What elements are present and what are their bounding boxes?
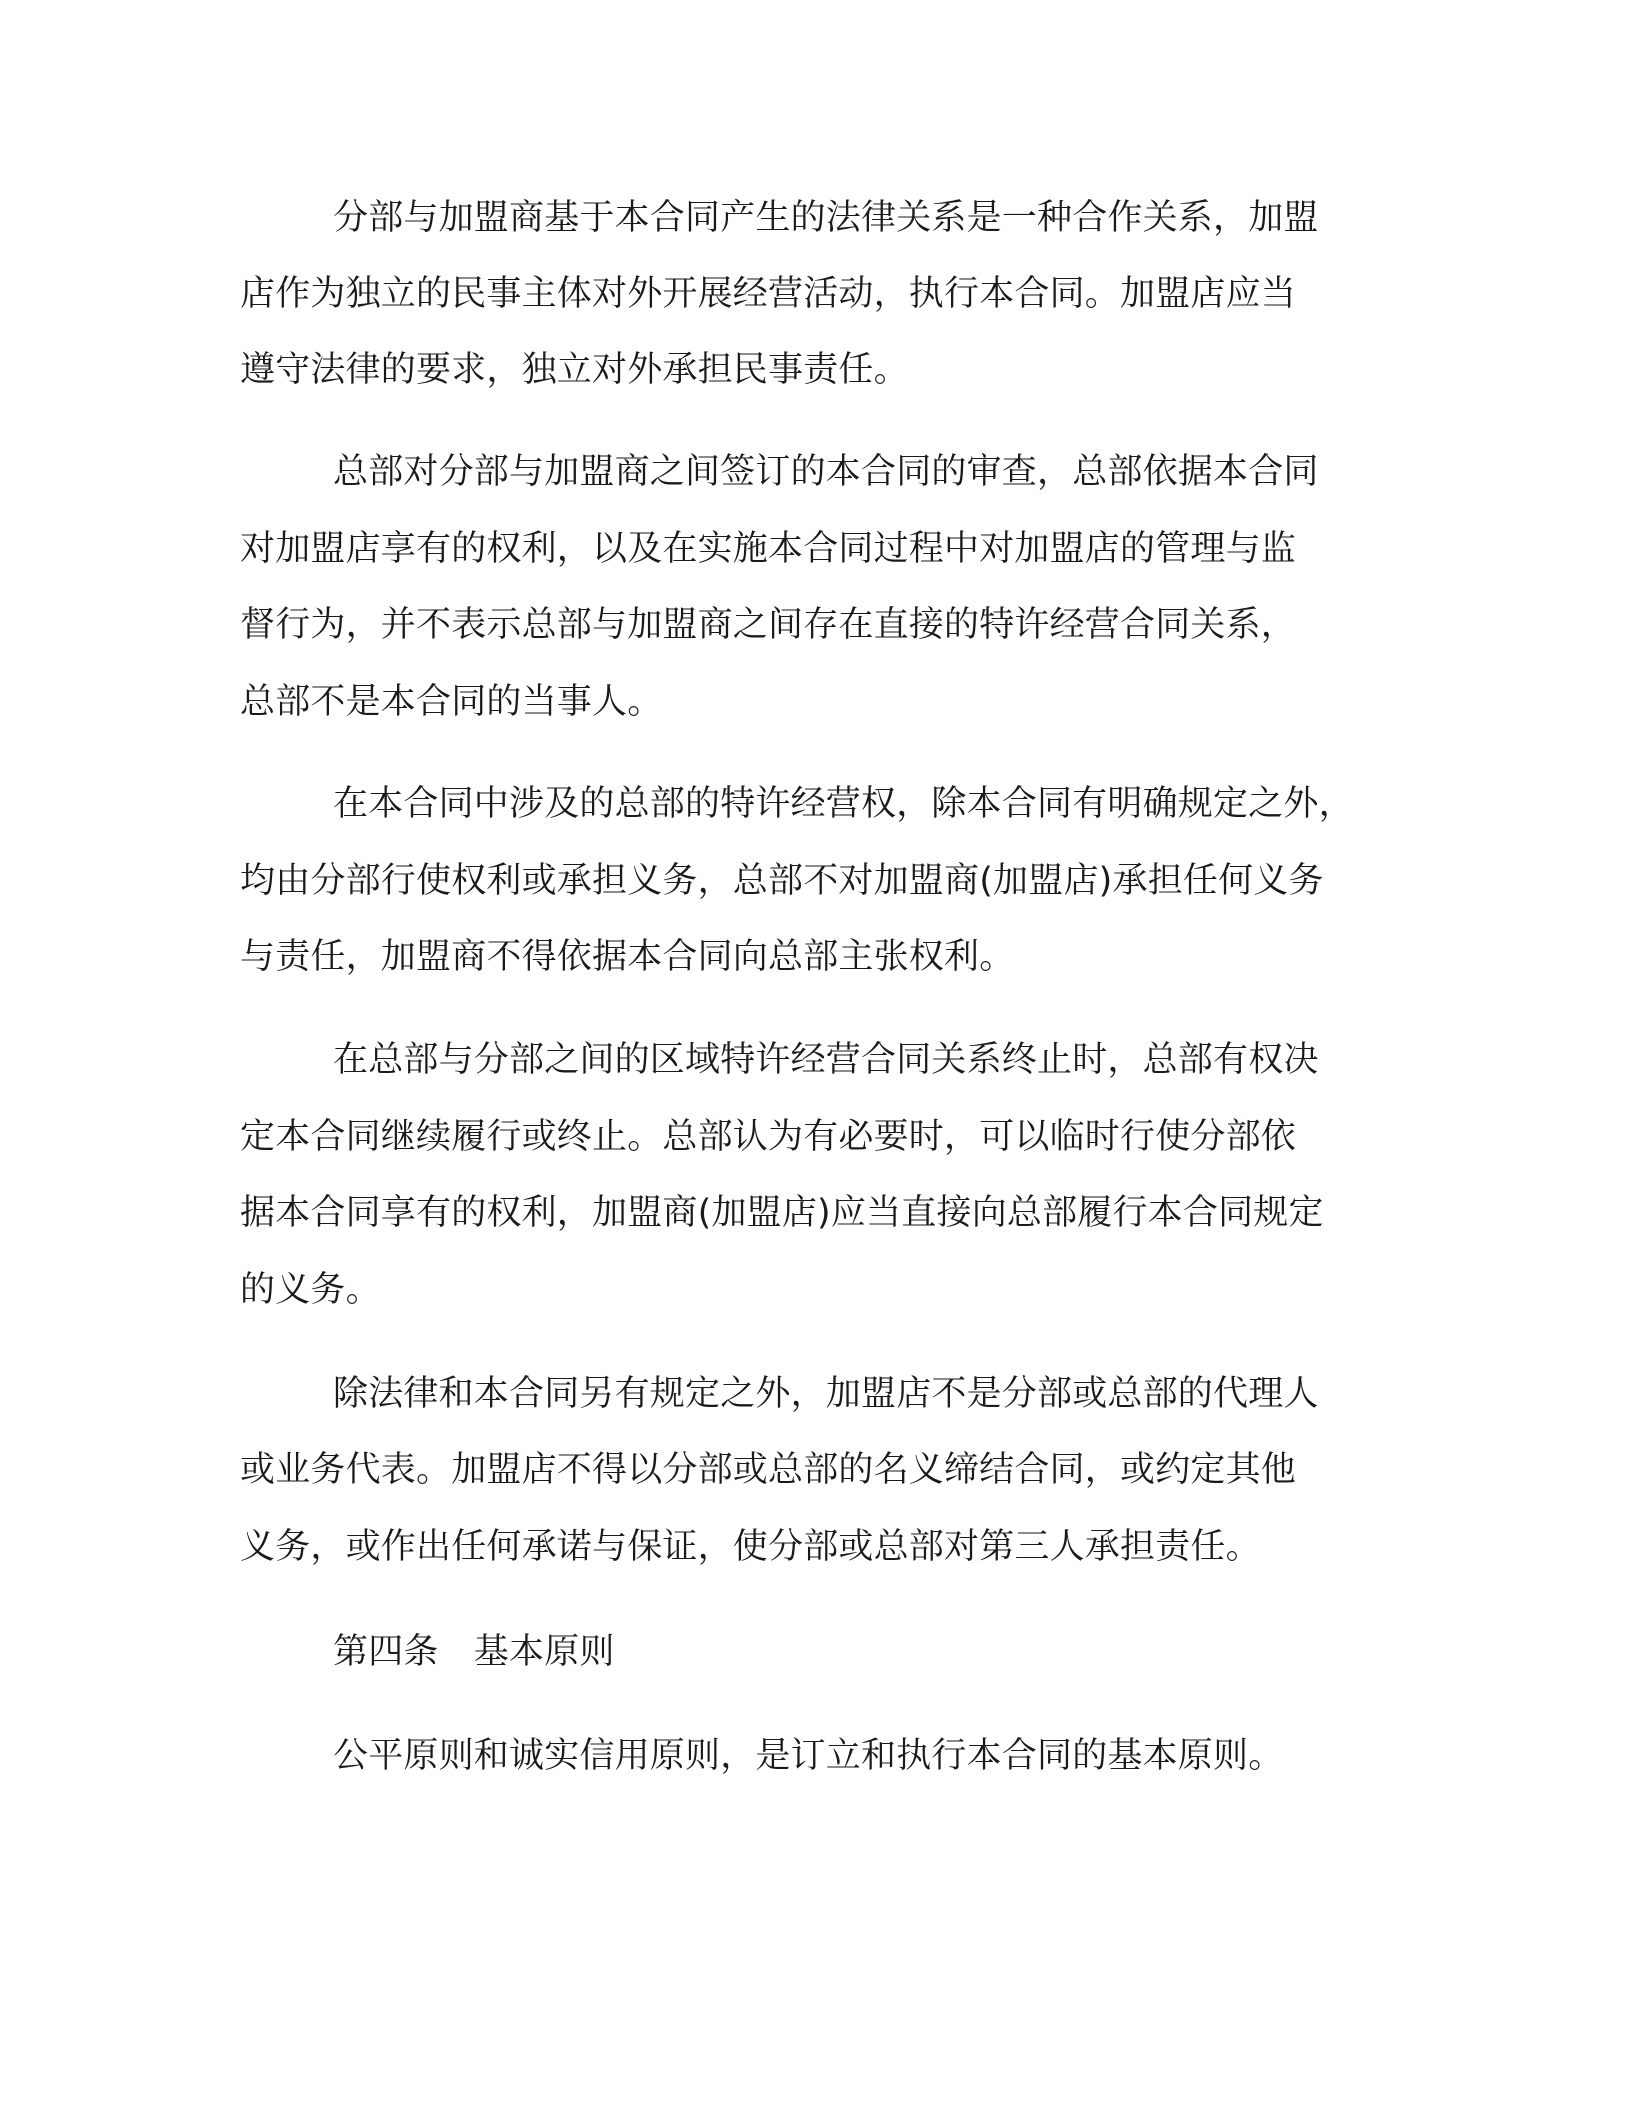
paragraph-5-line-1: 除法律和本合同另有规定之外，加盟店不是分部或总部的代理人 xyxy=(333,1374,1319,1414)
paragraph-2-line-1: 总部对分部与加盟商之间签订的本合同的审查，总部依据本合同 xyxy=(333,452,1319,492)
paragraph-3-line-2: 均由分部行使权利或承担义务，总部不对加盟商(加盟店)承担任何义务 xyxy=(240,861,1324,901)
paragraph-5-line-3: 义务，或作出任何承诺与保证，使分部或总部对第三人承担责任。 xyxy=(240,1527,1261,1567)
paragraph-5-line-2: 或业务代表。加盟店不得以分部或总部的名义缔结合同，或约定其他 xyxy=(240,1450,1297,1490)
paragraph-3-line-3: 与责任，加盟商不得依据本合同向总部主张权利。 xyxy=(240,937,1015,977)
paragraph-2-line-2: 对加盟店享有的权利，以及在实施本合同过程中对加盟店的管理与监 xyxy=(240,529,1297,569)
paragraph-4-line-1: 在总部与分部之间的区域特许经营合同关系终止时，总部有权决 xyxy=(333,1040,1319,1080)
closing-paragraph: 公平原则和诚实信用原则，是订立和执行本合同的基本原则。 xyxy=(333,1736,1284,1776)
paragraph-4-line-2: 定本合同继续履行或终止。总部认为有必要时，可以临时行使分部依 xyxy=(240,1117,1297,1157)
paragraph-3-line-1: 在本合同中涉及的总部的特许经营权，除本合同有明确规定之外， xyxy=(333,784,1354,824)
paragraph-4-line-4: 的义务。 xyxy=(240,1270,381,1310)
paragraph-2-line-4: 总部不是本合同的当事人。 xyxy=(240,682,663,722)
paragraph-2-line-3: 督行为，并不表示总部与加盟商之间存在直接的特许经营合同关系， xyxy=(240,605,1297,645)
paragraph-4-line-3: 据本合同享有的权利，加盟商(加盟店)应当直接向总部履行本合同规定 xyxy=(240,1193,1324,1233)
paragraph-1-line-2: 店作为独立的民事主体对外开展经营活动，执行本合同。加盟店应当 xyxy=(240,274,1297,314)
article-heading: 第四条 基本原则 xyxy=(333,1632,615,1672)
paragraph-1-line-3: 遵守法律的要求，独立对外承担民事责任。 xyxy=(240,350,909,390)
paragraph-1-line-1: 分部与加盟商基于本合同产生的法律关系是一种合作关系，加盟 xyxy=(333,198,1319,238)
